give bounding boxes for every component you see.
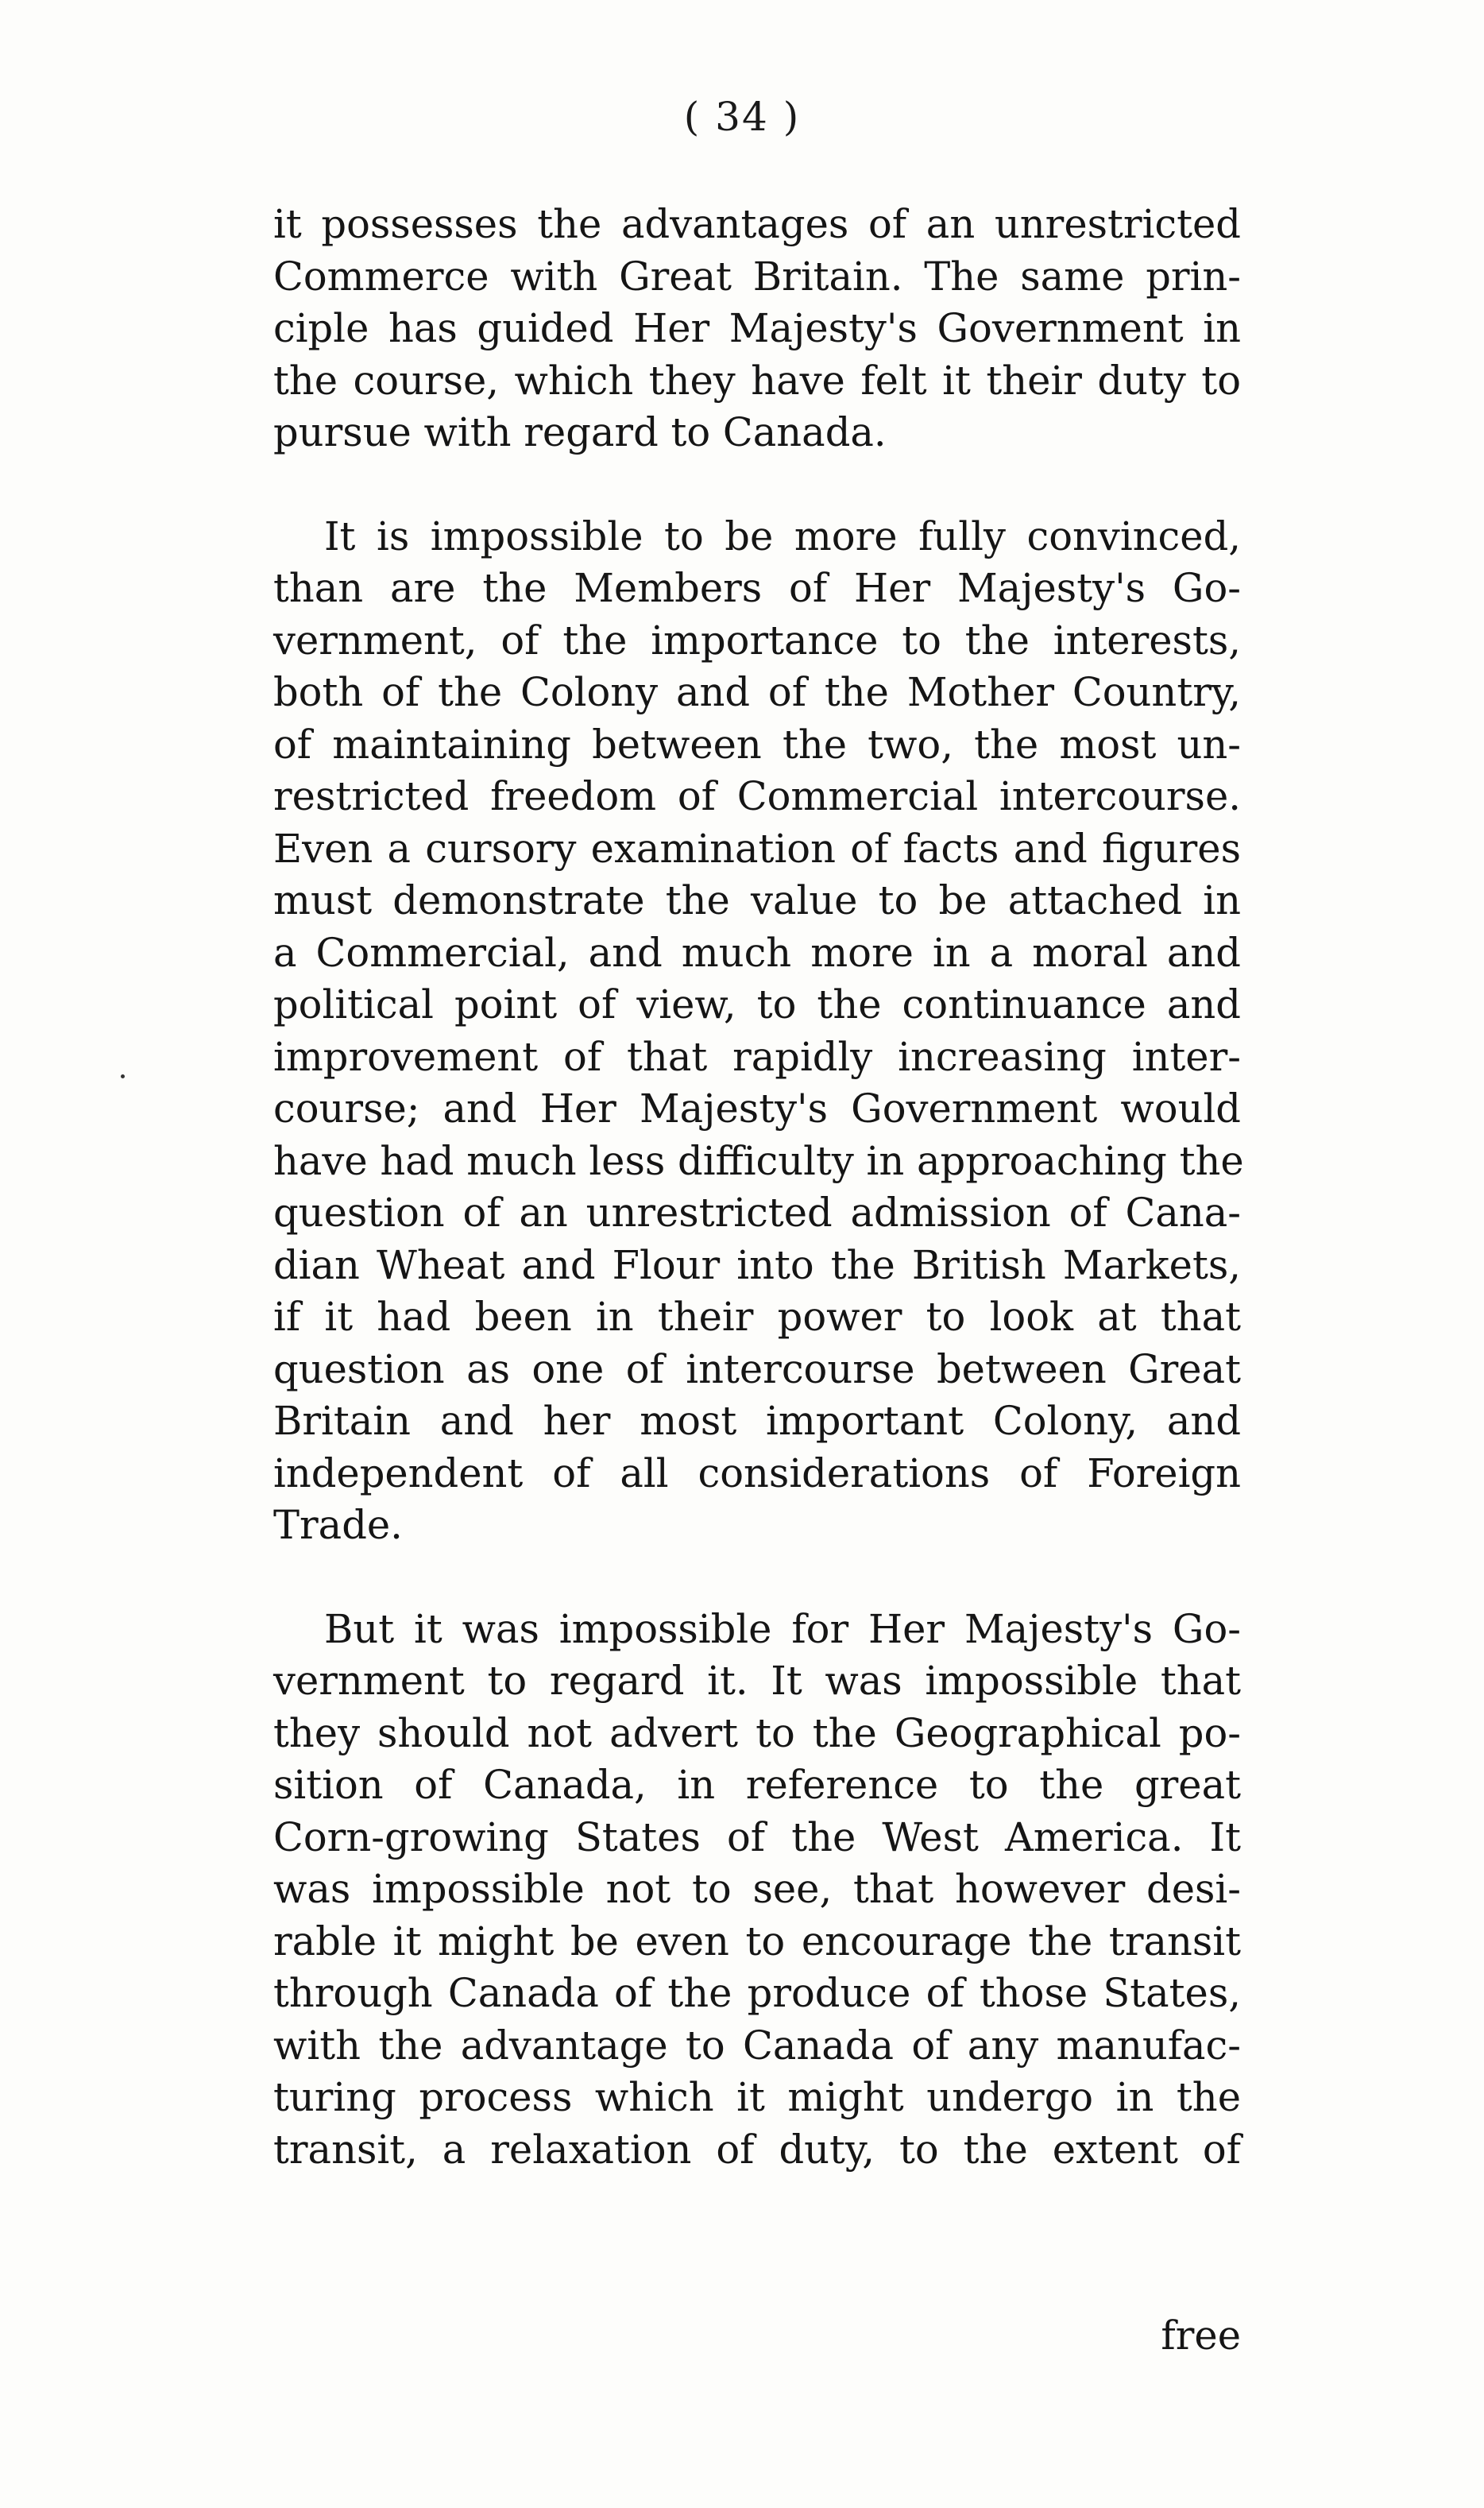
- text-line: rable it might be even to encourage the transit: [273, 1918, 1241, 1964]
- text-line: independent of all considerations of Foreign: [273, 1449, 1241, 1496]
- text-line: Commerce with Great Britain. The same prin-: [273, 253, 1241, 300]
- text-line: Even a cursory examination of facts and figures: [273, 825, 1241, 872]
- text-line: Corn-growing States of the West America. It: [273, 1813, 1241, 1860]
- text-line: was impossible not to see, that however desi-: [273, 1866, 1241, 1912]
- text-line: pursue with regard to Canada.: [273, 409, 887, 455]
- text-line: a Commercial, and much more in a moral and: [273, 929, 1241, 976]
- paragraph-1: [273, 199, 1241, 459]
- text-line: improvement of that rapidly increasing inter-: [273, 1033, 1241, 1080]
- text-line: ciple has guided Her Majesty's Government in: [273, 305, 1241, 351]
- text-line: It is impossible to be more fully convinced,: [324, 513, 1241, 559]
- text-line: if it had been in their power to look at that: [273, 1294, 1241, 1340]
- text-line: through Canada of the produce of those States,: [273, 1970, 1241, 2016]
- text-line: the course, which they have felt it their duty to: [273, 357, 1241, 404]
- text-line: transit, a relaxation of duty, to the extent of: [273, 2126, 1241, 2173]
- catchword: free: [1161, 2313, 1241, 2359]
- text-line: dian Wheat and Flour into the British Markets,: [273, 1241, 1241, 1288]
- text-line: sition of Canada, in reference to the great: [273, 1762, 1241, 1808]
- text-line: they should not advert to the Geographical po-: [273, 1709, 1241, 1756]
- text-line: it possesses the advantages of an unrestricted: [273, 201, 1241, 247]
- text-line: Britain and her most important Colony, and: [273, 1398, 1241, 1444]
- text-line: Trade.: [273, 1502, 403, 1548]
- margin-speck: [121, 1074, 125, 1078]
- text-line: than are the Members of Her Majesty's Go-: [273, 565, 1241, 611]
- paragraph-3: [273, 1604, 1241, 2177]
- text-line: have had much less difficulty in approaching the: [273, 1137, 1244, 1184]
- paragraph-2: [273, 511, 1244, 1552]
- text-line: question as one of intercourse between Great: [273, 1345, 1241, 1392]
- paragraph-gap: [273, 1552, 1241, 1604]
- page-number: ( 34 ): [683, 94, 801, 140]
- text-line: must demonstrate the value to be attached in: [273, 877, 1241, 923]
- text-line: restricted freedom of Commercial intercourse.: [273, 773, 1241, 819]
- paragraph-gap: [273, 459, 1241, 511]
- text-line: vernment, of the importance to the interests,: [273, 617, 1241, 664]
- text-line: question of an unrestricted admission of Cana-: [273, 1190, 1241, 1236]
- text-line: both of the Colony and of the Mother Country,: [273, 669, 1241, 715]
- text-line: course; and Her Majesty's Government would: [273, 1086, 1241, 1132]
- text-line: of maintaining between the two, the most un-: [273, 721, 1241, 768]
- text-line: But it was impossible for Her Majesty's Go-: [324, 1605, 1241, 1652]
- text-line: political point of view, to the continuance and: [273, 981, 1241, 1028]
- page-body: [273, 199, 1244, 2176]
- text-line: with the advantage to Canada of any manufac-: [273, 2022, 1241, 2069]
- text-line: vernment to regard it. It was impossible that: [273, 1658, 1241, 1704]
- text-line: turing process which it might undergo in the: [273, 2074, 1241, 2120]
